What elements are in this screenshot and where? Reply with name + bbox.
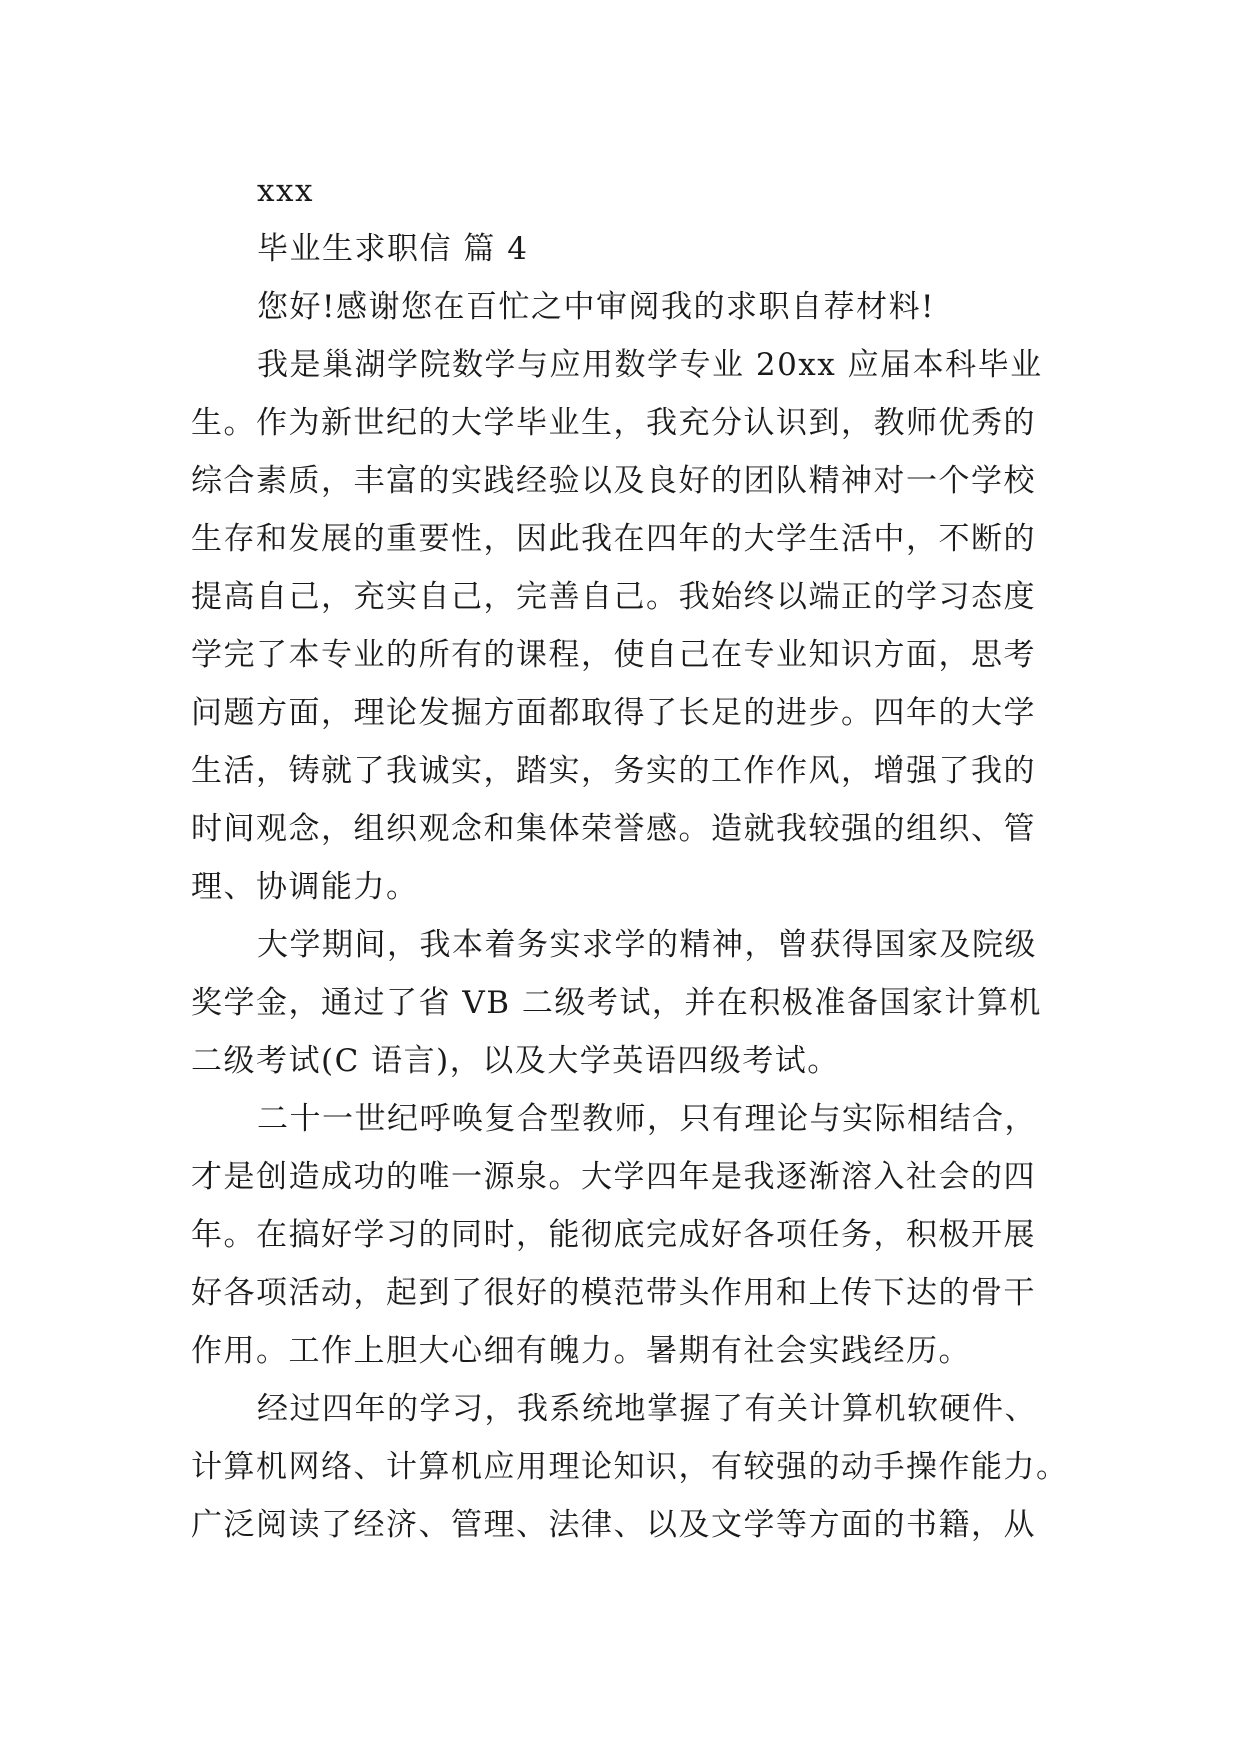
section-title: 毕业生求职信 篇 4: [257, 231, 529, 267]
text-line: 问题方面，理论发掘方面都取得了长足的进步。四年的大学: [191, 695, 1036, 731]
signature-line: xxx: [257, 173, 314, 209]
text-line: 理、协调能力。: [191, 869, 419, 905]
text-line: 计算机网络、计算机应用理论知识，有较强的动手操作能力。: [191, 1449, 1069, 1485]
text-line: 经过四年的学习，我系统地掌握了有关计算机软硬件、: [257, 1391, 1037, 1427]
paragraph-lines: [191, 278, 1069, 1554]
text-line: 广泛阅读了经济、管理、法律、以及文学等方面的书籍，从: [191, 1507, 1036, 1543]
text-line: 作用。工作上胆大心细有魄力。暑期有社会实践经历。: [191, 1333, 971, 1369]
text-line: 才是创造成功的唯一源泉。大学四年是我逐渐溶入社会的四: [191, 1159, 1036, 1195]
text-line: 我是巢湖学院数学与应用数学专业 20xx 应届本科毕业: [257, 347, 1043, 383]
text-line: 二十一世纪呼唤复合型教师，只有理论与实际相结合，: [257, 1101, 1037, 1137]
text-line: 年。在搞好学习的同时，能彻底完成好各项任务，积极开展: [191, 1217, 1036, 1253]
text-line: 生活，铸就了我诚实，踏实，务实的工作作风，增强了我的: [191, 753, 1036, 789]
text-line: 二级考试(C 语言)，以及大学英语四级考试。: [191, 1043, 840, 1079]
text-line: 好各项活动，起到了很好的模范带头作用和上传下达的骨干: [191, 1275, 1036, 1311]
text-line: 综合素质，丰富的实践经验以及良好的团队精神对一个学校: [191, 463, 1036, 499]
text-line: 提高自己，充实自己，完善自己。我始终以端正的学习态度: [191, 579, 1036, 615]
text-line: 生。作为新世纪的大学毕业生，我充分认识到，教师优秀的: [191, 405, 1036, 441]
text-line: 您好!感谢您在百忙之中审阅我的求职自荐材料!: [257, 289, 935, 325]
text-line: 大学期间，我本着务实求学的精神，曾获得国家及院级: [257, 927, 1037, 963]
letter-body: [191, 162, 1069, 1554]
text-line: 学完了本专业的所有的课程，使自己在专业知识方面，思考: [191, 637, 1036, 673]
text-line: 时间观念，组织观念和集体荣誉感。造就我较强的组织、管: [191, 811, 1036, 847]
text-line: 奖学金，通过了省 VB 二级考试，并在积极准备国家计算机: [191, 985, 1042, 1021]
text-line: 生存和发展的重要性，因此我在四年的大学生活中，不断的: [191, 521, 1036, 557]
